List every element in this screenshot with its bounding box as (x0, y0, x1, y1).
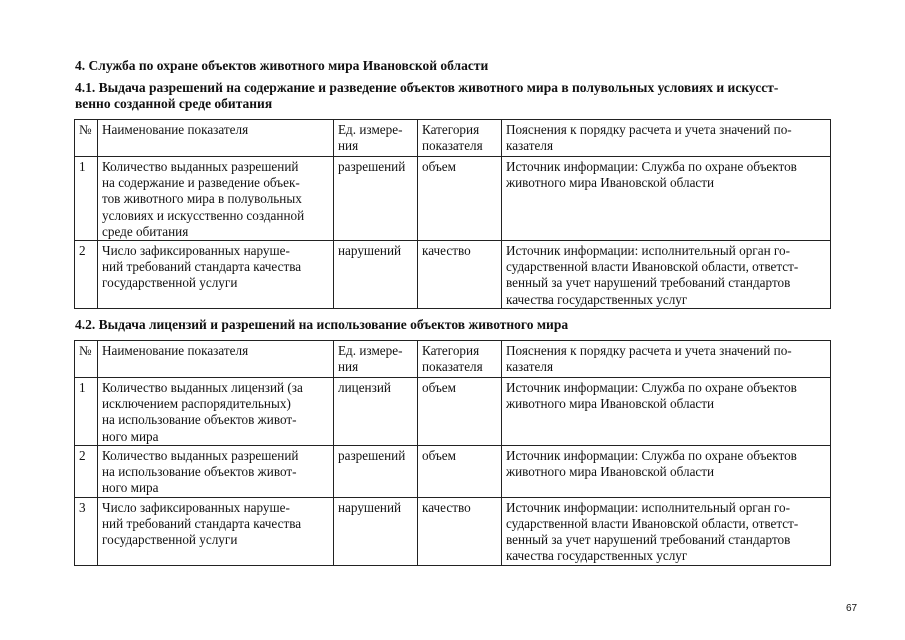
row-category: объем (418, 157, 502, 241)
subsection-title-4-2: 4.2. Выдача лицензий и разрешений на использование объектов животного мира (75, 317, 569, 332)
row-name: Количество выданных разрешений на использование объектов живот- ного мира (98, 446, 334, 498)
row-category: объем (418, 446, 502, 498)
header-notes: Пояснения к порядку расчета и учета значений по- казателя (502, 120, 831, 157)
table-row (75, 446, 831, 498)
table-row (75, 378, 831, 446)
header-num: № (75, 120, 98, 157)
table-4-2 (74, 340, 831, 566)
table-header-row (75, 120, 831, 157)
row-num: 2 (75, 446, 98, 498)
row-num: 2 (75, 241, 98, 309)
row-name: Число зафиксированных наруше- ний требований стандарта качества государственной услуги (98, 241, 334, 309)
header-name: Наименование показателя (98, 341, 334, 378)
page-number: 67 (846, 603, 858, 614)
row-notes: Источник информации: исполнительный орган го- сударственной власти Ивановской области, ответст- венный за учет нарушений требований стандартов качества государственных услуг (502, 241, 831, 309)
table-4-1 (74, 119, 831, 309)
row-unit: разрешений (334, 446, 418, 498)
row-unit: нарушений (334, 497, 418, 565)
header-num: № (75, 341, 98, 378)
header-unit: Ед. измере- ния (334, 341, 418, 378)
row-category: качество (418, 241, 502, 309)
header-name: Наименование показателя (98, 120, 334, 157)
row-num: 3 (75, 497, 98, 565)
row-unit: нарушений (334, 241, 418, 309)
header-category: Категория показателя (418, 341, 502, 378)
row-name: Количество выданных лицензий (за исключением распорядительных) на использование объектов живот- ного мира (98, 378, 334, 446)
row-notes: Источник информации: исполнительный орган го- сударственной власти Ивановской области, ответст- венный за учет нарушений требований стандартов качества государственных услуг (502, 497, 831, 565)
subsection-title-4-1: 4.1. Выдача разрешений на содержание и разведение объектов животного мира в полувольных условиях и искусст- венно созданной среде обитания (75, 80, 779, 111)
table-header-row (75, 341, 831, 378)
row-num: 1 (75, 378, 98, 446)
row-unit: лицензий (334, 378, 418, 446)
table-row (75, 241, 831, 309)
row-num: 1 (75, 157, 98, 241)
header-category: Категория показателя (418, 120, 502, 157)
row-name: Число зафиксированных наруше- ний требований стандарта качества государственной услуги (98, 497, 334, 565)
table-row (75, 157, 831, 241)
row-unit: разрешений (334, 157, 418, 241)
row-category: качество (418, 497, 502, 565)
row-name: Количество выданных разрешений на содержание и разведение объек- тов животного мира в полувольных условиях и искусственно созданной среде обитания (98, 157, 334, 241)
header-notes: Пояснения к порядку расчета и учета значений по- казателя (502, 341, 831, 378)
row-notes: Источник информации: Служба по охране объектов животного мира Ивановской области (502, 157, 831, 241)
row-category: объем (418, 378, 502, 446)
row-notes: Источник информации: Служба по охране объектов животного мира Ивановской области (502, 446, 831, 498)
row-notes: Источник информации: Служба по охране объектов животного мира Ивановской области (502, 378, 831, 446)
header-unit: Ед. измере- ния (334, 120, 418, 157)
table-row (75, 497, 831, 565)
section-title: 4. Служба по охране объектов животного мира Ивановской области (75, 58, 489, 73)
